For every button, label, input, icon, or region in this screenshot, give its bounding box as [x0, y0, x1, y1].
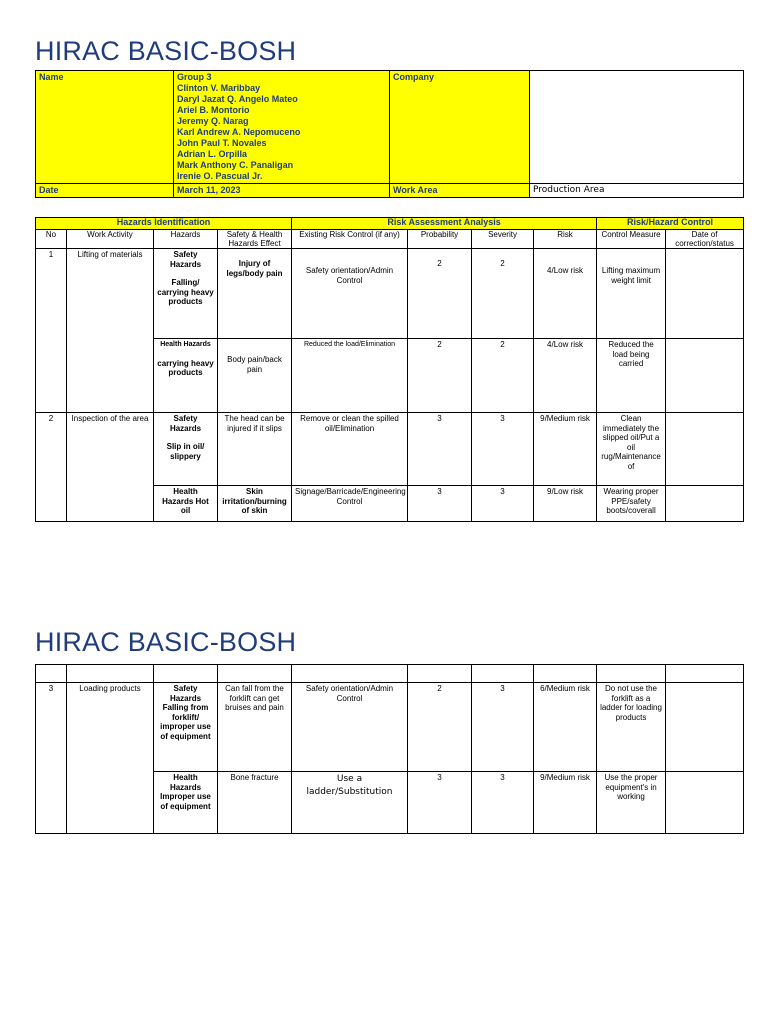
- member-name: John Paul T. Novales: [177, 138, 267, 148]
- row-no: 3: [36, 683, 67, 834]
- hazard-cell: [154, 339, 218, 413]
- hirac-table-continued: [35, 664, 744, 834]
- member-name: Clinton V. Maribbay: [177, 83, 261, 93]
- risk-value: 9/Medium risk: [534, 772, 597, 834]
- risk-value: 6/Medium risk: [534, 683, 597, 772]
- risk-value: 9/Medium risk: [534, 413, 597, 486]
- existing-control: Reduced the load/Elimination: [292, 339, 408, 413]
- severity: 3: [472, 486, 534, 522]
- work-activity: Loading products: [67, 683, 154, 834]
- group-header-risk-control: Risk/Hazard Control: [597, 218, 744, 230]
- hazard-cell: [154, 249, 218, 339]
- hazard-detail: Slip in oil/ slippery: [166, 442, 205, 461]
- existing-control: Remove or clean the spilled oil/Elimination: [292, 413, 408, 486]
- member-name: Jeremy Q. Narag: [177, 116, 249, 126]
- col-header-date-correction: Date of correction/status: [666, 230, 744, 249]
- date-label: Date: [36, 184, 174, 198]
- work-area-label: Work Area: [390, 184, 530, 198]
- member-name: Ariel B. Montorio: [177, 105, 250, 115]
- date-correction: [666, 339, 744, 413]
- work-activity: Lifting of materials: [67, 249, 154, 413]
- member-name: Daryl Jazat Q. Angelo Mateo: [177, 94, 298, 104]
- hazard-detail: carrying heavy products: [157, 358, 214, 377]
- severity: 3: [472, 772, 534, 834]
- table-row: [36, 683, 744, 772]
- col-header-work-activity: Work Activity: [67, 230, 154, 249]
- col-header-effect: Safety & Health Hazards Effect: [218, 230, 292, 249]
- control-measure: Reduced the load being carried: [597, 339, 666, 413]
- hazard-effect: Bone fracture: [218, 772, 292, 834]
- hirac-table: [35, 217, 744, 522]
- col-header-severity: Severity: [472, 230, 534, 249]
- hazard-type: Health Hazards: [160, 341, 211, 348]
- name-label: Name: [36, 71, 174, 184]
- severity: 2: [472, 249, 534, 339]
- probability: 2: [408, 683, 472, 772]
- probability: 3: [408, 413, 472, 486]
- hazard-detail: Falling/ carrying heavy products: [157, 278, 214, 306]
- probability: 3: [408, 772, 472, 834]
- control-measure: Wearing proper PPE/safety boots/coverall: [597, 486, 666, 522]
- hazard-cell: [154, 683, 218, 772]
- control-measure: Clean immediately the slipped oil/Put a oil rug/Maintenance of: [597, 413, 666, 486]
- date-correction: [666, 486, 744, 522]
- group-header-risk-assessment: Risk Assessment Analysis: [292, 218, 597, 230]
- hazard-effect: Injury of legs/body pain: [218, 249, 292, 339]
- hazard-type: Safety Hazards: [169, 250, 202, 269]
- col-header-existing-control: Existing Risk Control (if any): [292, 230, 408, 249]
- col-header-risk: Risk: [534, 230, 597, 249]
- probability: 2: [408, 339, 472, 413]
- probability: 3: [408, 486, 472, 522]
- hazard-cell: [154, 413, 218, 486]
- existing-control: Safety orientation/Admin Control: [292, 683, 408, 772]
- hazard-detail: Falling from forklift/ improper use of equipment: [160, 703, 211, 741]
- hazard-detail: Improper use of equipment: [160, 792, 211, 811]
- group-header-hazards-identification: Hazards Identification: [36, 218, 292, 230]
- existing-control: Use a ladder/Substitution: [292, 772, 408, 834]
- existing-control: Safety orientation/Admin Control: [292, 249, 408, 339]
- severity: 3: [472, 683, 534, 772]
- hazard-effect: Skin irritation/burning of skin: [218, 486, 292, 522]
- work-activity: Inspection of the area: [67, 413, 154, 522]
- row-no: 2: [36, 413, 67, 522]
- member-name: Group 3: [177, 72, 212, 82]
- date-correction: [666, 683, 744, 772]
- risk-value: 4/Low risk: [534, 339, 597, 413]
- hazard-type: Health Hazards Hot oil: [154, 486, 218, 522]
- col-header-no: No: [36, 230, 67, 249]
- control-measure: Lifting maximum weight limit: [597, 249, 666, 339]
- risk-value: 9/Low risk: [534, 486, 597, 522]
- member-name: Mark Anthony C. Panaligan: [177, 160, 294, 170]
- work-area-value: Production Area: [530, 184, 744, 198]
- hazard-type: Health Hazards: [169, 773, 202, 792]
- date-value: March 11, 2023: [174, 184, 390, 198]
- col-header-control-measure: Control Measure: [597, 230, 666, 249]
- row-no: 1: [36, 249, 67, 413]
- page-title: HIRAC BASIC-BOSH: [35, 36, 297, 66]
- hazard-effect: Body pain/back pain: [218, 339, 292, 413]
- date-correction: [666, 772, 744, 834]
- group-members: [174, 71, 390, 184]
- member-name: Karl Andrew A. Nepomuceno: [177, 127, 301, 137]
- hazard-cell: [154, 772, 218, 834]
- existing-control: Signage/Barricade/Engineering Control: [292, 486, 408, 522]
- date-correction: [666, 249, 744, 339]
- risk-value: 4/Low risk: [534, 249, 597, 339]
- page-title: HIRAC BASIC-BOSH: [35, 627, 297, 657]
- empty-header-row: [36, 665, 744, 683]
- control-measure: Do not use the forklift as a ladder for loading products: [597, 683, 666, 772]
- probability: 2: [408, 249, 472, 339]
- company-label: Company: [390, 71, 530, 184]
- hazard-effect: Can fall from the forklift can get bruises and pain: [218, 683, 292, 772]
- control-measure: Use the proper equipment's in working: [597, 772, 666, 834]
- severity: 3: [472, 413, 534, 486]
- member-name: Irenie O. Pascual Jr.: [177, 171, 263, 181]
- col-header-hazards: Hazards: [154, 230, 218, 249]
- table-row: [36, 249, 744, 339]
- company-value: [530, 71, 744, 184]
- hazard-type: Safety Hazards: [169, 684, 202, 703]
- info-table: [35, 70, 744, 198]
- member-name: Adrian L. Orpilla: [177, 149, 248, 159]
- date-correction: [666, 413, 744, 486]
- hazard-type: Safety Hazards: [169, 414, 202, 433]
- col-header-probability: Probability: [408, 230, 472, 249]
- table-row: [36, 413, 744, 486]
- severity: 2: [472, 339, 534, 413]
- hazard-effect: The head can be injured if it slips: [218, 413, 292, 486]
